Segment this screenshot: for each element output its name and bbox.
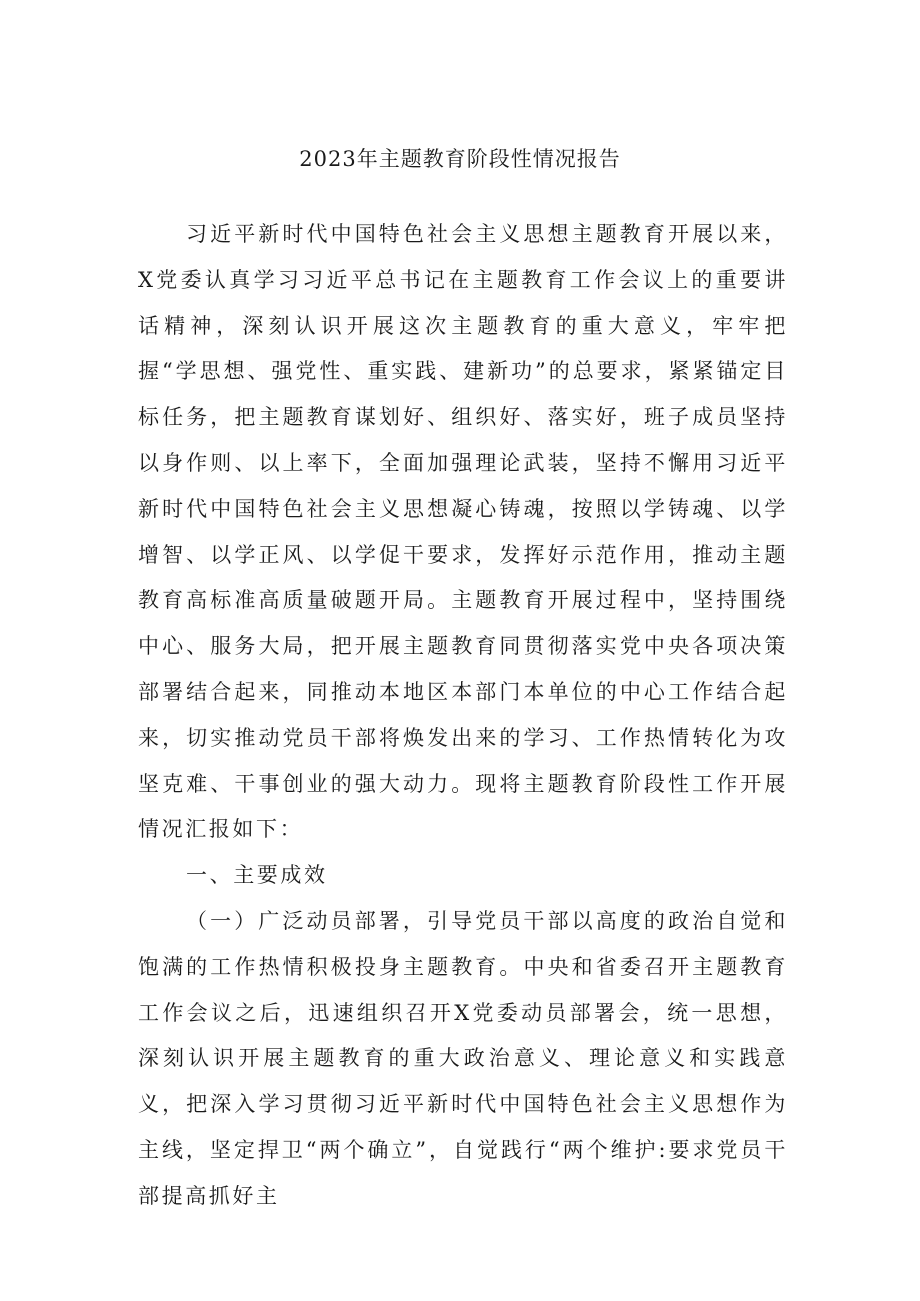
document-title: 2023年主题教育阶段性情况报告	[299, 147, 621, 171]
document-body	[138, 212, 788, 1220]
subsection-paragraph-mobilization: （一）广泛动员部署，引导党员干部以高度的政治自觉和饱满的工作热情积极投身主题教育。中央和省委召开主题教育工作会议之后，迅速组织召开X党委动员部署会，统一思想，深刻认识开展主题教育的重大政治意义、理论意义和实践意义，把深入学习贯彻习近平新时代中国特色社会主义思想作为主线，坚定捍卫“两个确立”，自觉践行“两个维护:要求党员干部提高抓好主	[138, 908, 788, 1208]
intro-paragraph: 习近平新时代中国特色社会主义思想主题教育开展以来，X党委认真学习习近平总书记在主题教育工作会议上的重要讲话精神，深刻认识开展这次主题教育的重大意义，牢牢把握“学思想、强党性、重实践、建新功”的总要求，紧紧锚定目标任务，把主题教育谋划好、组织好、落实好，班子成员坚持以身作则、以上率下，全面加强理论武装，坚持不懈用习近平新时代中国特色社会主义思想凝心铸魂，按照以学铸魂、以学增智、以学正风、以学促干要求，发挥好示范作用，推动主题教育高标准高质量破题开局。主题教育开展过程中，坚持围绕中心、服务大局，把开展主题教育同贯彻落实党中央各项决策部署结合起来，同推动本地区本部门本单位的中心工作结合起来，切实推动党员干部将焕发出来的学习、工作热情转化为攻坚克难、干事创业的强大动力。现将主题教育阶段性工作开展情况汇报如下：	[138, 222, 788, 842]
section-heading-main-results: 一、主要成效	[186, 863, 328, 888]
